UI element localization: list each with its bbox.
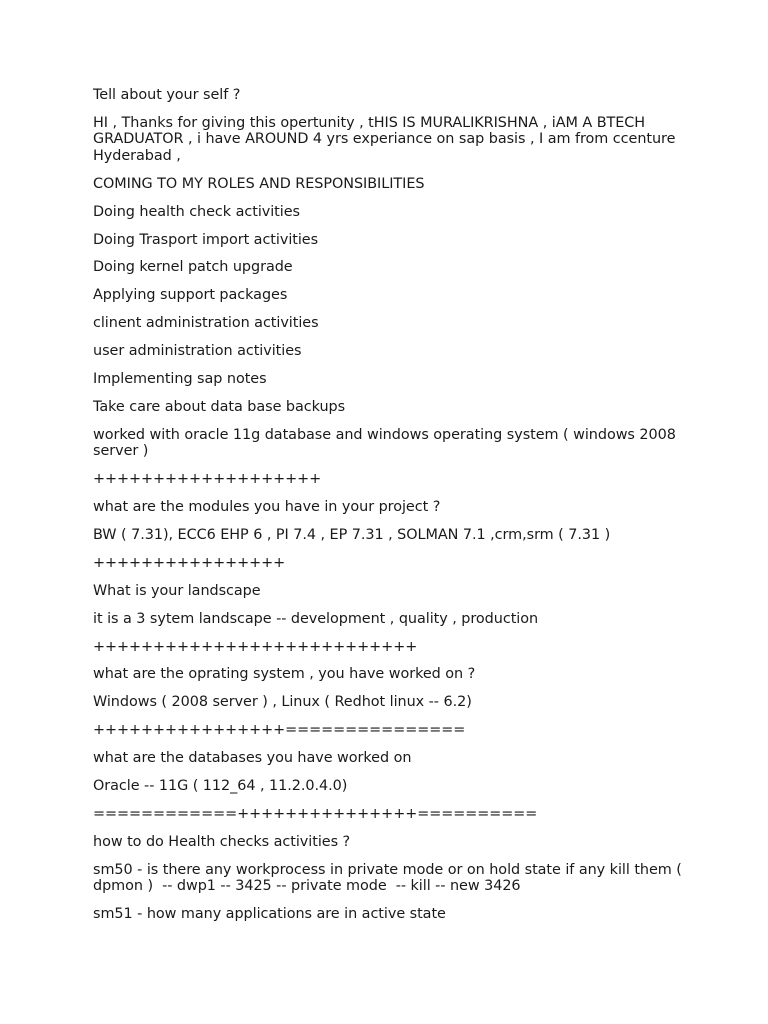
paragraph: Tell about your self ? [93, 87, 241, 103]
paragraph: Implementing sap notes [93, 371, 267, 388]
paragraph: what are the oprating system , you have worked on ? [93, 666, 476, 683]
paragraph: COMING TO MY ROLES AND RESPONSIBILITIES [93, 175, 425, 192]
paragraph: Windows ( 2008 server ) , Linux ( Redhot linux -- 6.2) [93, 694, 472, 711]
paragraph: BW ( 7.31), ECC6 EHP 6 , PI 7.4 , EP 7.31 , SOLMAN 7.1 ,crm,srm ( 7.31 ) [93, 526, 611, 543]
paragraph: what are the databases you have worked on [93, 750, 412, 767]
paragraph: ++++++++++++++++ [93, 554, 286, 571]
paragraph: it is a 3 sytem landscape -- development , quality , production [93, 610, 539, 627]
paragraph: ============+++++++++++++++========== [93, 805, 538, 822]
paragraph: user administration activities [93, 343, 302, 360]
paragraph: Oracle -- 11G ( 112_64 , 11.2.0.4.0) [93, 777, 348, 794]
paragraph: sm51 - how many applications are in active state [93, 906, 446, 923]
paragraph: ++++++++++++++++=============== [93, 722, 466, 739]
paragraph: Doing health check activities [93, 203, 300, 220]
paragraph: Applying support packages [93, 287, 288, 304]
paragraph: What is your landscape [93, 582, 261, 599]
document-body [93, 87, 693, 934]
paragraph: HI , Thanks for giving this opertunity , tHIS IS MURALIKRISHNA , iAM A BTECH GRADUATOR , i have AROUND 4 yrs experiance on sap basis , I am from ccenture Hyderabad , [93, 114, 680, 164]
paragraph: worked with oracle 11g database and windows operating system ( windows 2008 server ) [93, 426, 681, 460]
paragraph: Take care about data base backups [93, 398, 346, 415]
paragraph: Doing Trasport import activities [93, 231, 319, 248]
paragraph: sm50 - is there any workprocess in private mode or on hold state if any kill them ( dpmon ) -- dwp1 -- 3425 -- private mode -- kill -- new 3426 [93, 861, 687, 895]
paragraph: Doing kernel patch upgrade [93, 259, 293, 276]
paragraph: how to do Health checks activities ? [93, 833, 351, 850]
paragraph: +++++++++++++++++++ [93, 471, 322, 488]
paragraph: +++++++++++++++++++++++++++ [93, 638, 418, 655]
paragraph: what are the modules you have in your project ? [93, 499, 441, 516]
paragraph: clinent administration activities [93, 315, 319, 332]
